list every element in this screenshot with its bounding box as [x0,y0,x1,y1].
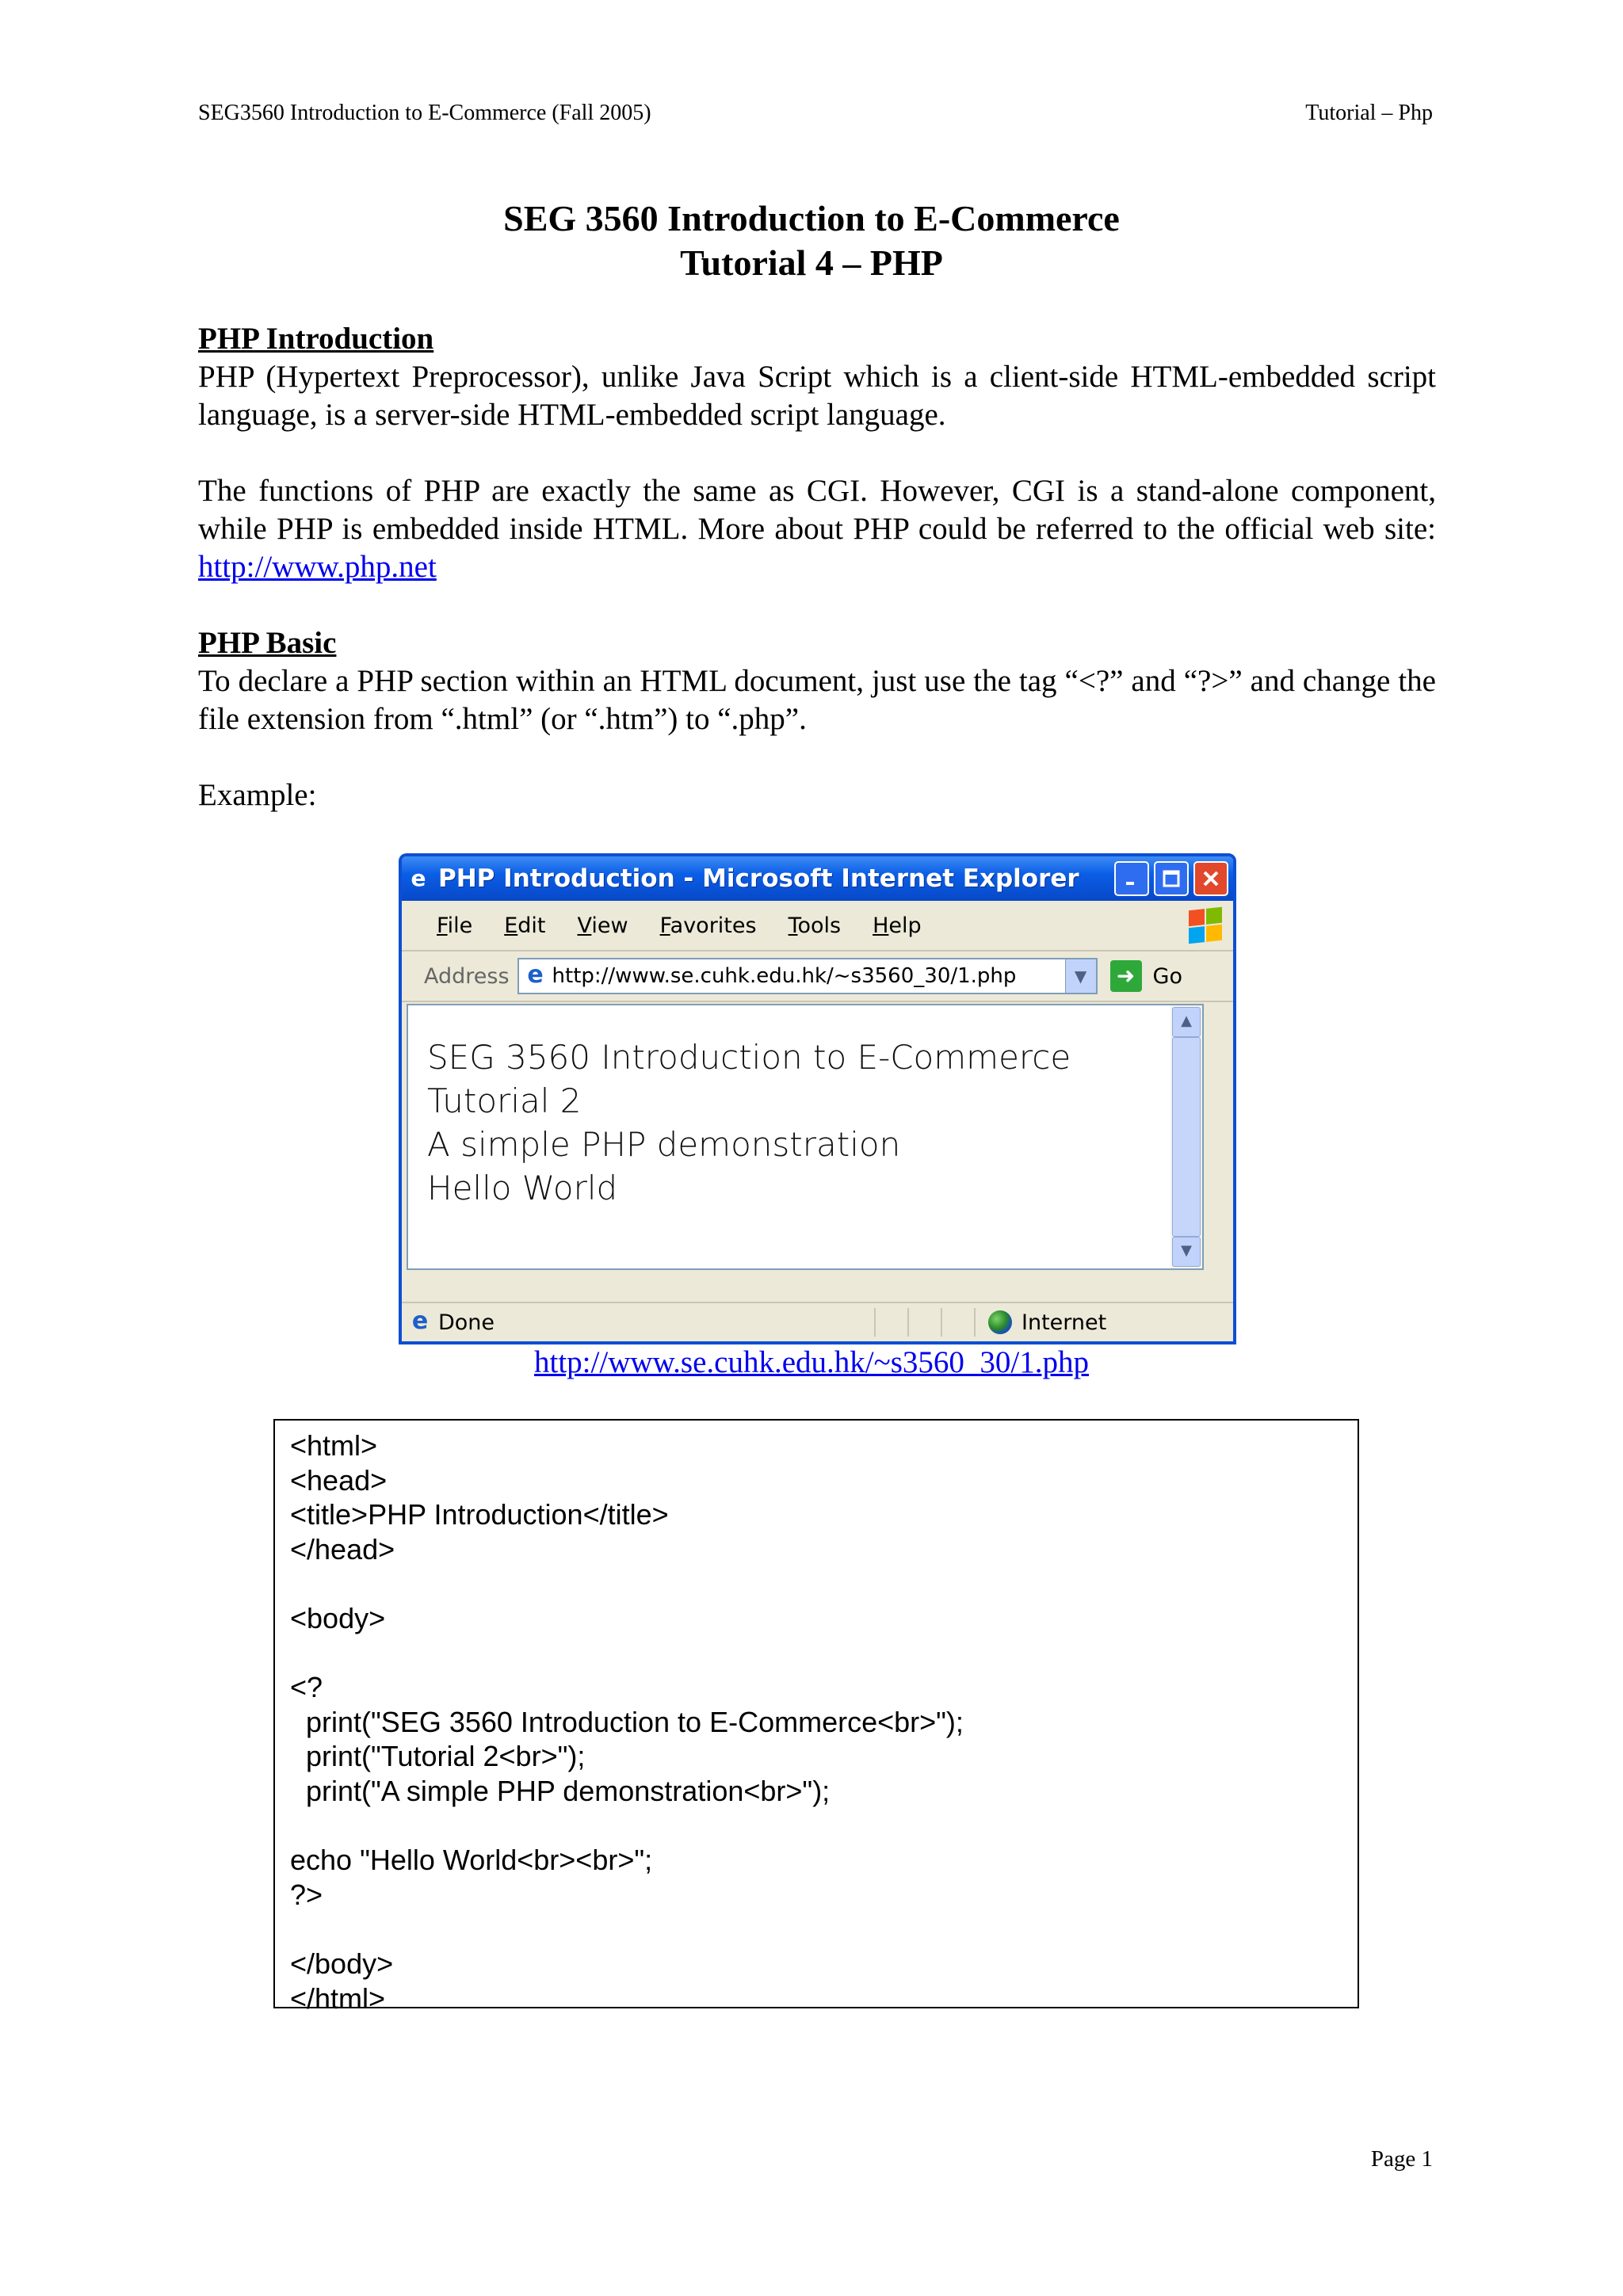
windows-flag-icon [1189,907,1222,944]
scroll-thumb[interactable] [1172,1037,1201,1237]
menu-view[interactable]: View [577,913,628,938]
code-line: print("A simple PHP demonstration<br>"); [290,1774,831,1807]
status-text: Done [438,1310,495,1335]
code-line: print("SEG 3560 Introduction to E-Commerce<br>"); [290,1705,964,1738]
screenshot-caption [0,1344,1623,1382]
menu-file[interactable]: File [437,913,473,938]
menu-help[interactable]: Help [873,913,922,938]
example-url-link[interactable]: http://www.se.cuhk.edu.hk/~s3560_30/1.php [534,1345,1089,1379]
code-line: ?> [290,1878,323,1911]
vertical-scrollbar[interactable] [1170,1005,1202,1268]
browser-menubar [402,901,1233,952]
code-line: </head> [290,1532,395,1566]
code-line [290,1912,1358,1947]
menu-tools[interactable]: Tools [788,913,842,938]
globe-icon [988,1310,1012,1334]
code-listing [273,1419,1359,2015]
header-course: SEG3560 Introduction to E-Commerce (Fall 2005) [198,101,651,125]
title-line-2: Tutorial 4 – PHP [680,242,943,283]
status-page-icon: e [411,1307,429,1335]
address-input[interactable] [517,958,1098,994]
document-title [0,196,1623,285]
menu-edit[interactable]: Edit [504,913,546,938]
browser-viewport [407,1004,1204,1270]
dropdown-arrow-icon[interactable]: ▼ [1065,959,1096,993]
go-button[interactable] [1110,960,1182,992]
browser-titlebar [402,856,1233,901]
output-line-4: Hello World [427,1169,618,1207]
ie-logo-icon: e [411,865,426,891]
heading-php-basic: PHP Basic [198,626,337,660]
output-line-3: A simple PHP demonstration [427,1125,901,1164]
output-line-2: Tutorial 2 [427,1081,582,1120]
maximize-icon[interactable] [1154,861,1189,896]
php-net-link[interactable]: http://www.php.net [198,550,437,584]
code-line: <head> [290,1463,388,1497]
code-line: <html> [290,1429,378,1462]
address-url: http://www.se.cuhk.edu.hk/~s3560_30/1.php [552,964,1017,988]
browser-window-title: PHP Introduction - Microsoft Internet Explorer [438,864,1079,893]
page-header [198,100,1433,127]
page-number: Page 1 [1370,2146,1433,2172]
code-line [290,1636,1358,1671]
page-output [427,1035,1071,1210]
browser-statusbar [402,1302,1233,1341]
menu-favorites[interactable]: Favorites [659,913,757,938]
code-line: <body> [290,1601,386,1634]
example-label: Example: [198,778,317,812]
address-label: Address [424,963,510,989]
go-arrow-icon: ➜ [1110,960,1142,992]
code-line: </html> [290,1981,386,2015]
intro-paragraph-2 [198,472,1436,586]
browser-addressbar [402,952,1233,1002]
scroll-up-icon[interactable]: ▲ [1172,1007,1201,1037]
heading-php-introduction: PHP Introduction [198,322,434,356]
code-line: <? [290,1671,323,1704]
code-line: </body> [290,1947,394,1980]
header-section: Tutorial – Php [1305,101,1433,125]
main-content [198,320,1436,814]
output-line-1: SEG 3560 Introduction to E-Commerce [427,1038,1071,1077]
go-label: Go [1152,963,1182,989]
scroll-down-icon[interactable]: ▼ [1172,1237,1201,1267]
status-zone: Internet [1022,1310,1107,1335]
code-line: print("Tutorial 2<br>"); [290,1740,586,1773]
code-line: <title>PHP Introduction</title> [290,1498,669,1531]
code-line: echo "Hello World<br><br>"; [290,1844,653,1877]
minimize-icon[interactable] [1114,861,1149,896]
intro-paragraph-1: PHP (Hypertext Preprocessor), unlike Java Script which is a client-side HTML-embedded script language, is a server-side HTML-embedded script language. [198,360,1436,432]
basic-paragraph-1: To declare a PHP section within an HTML document, just use the tag “<?” and “?>” and change the file extension from “.html” (or “.htm”) to “.php”. [198,664,1436,736]
code-line [290,1566,1358,1601]
title-line-1: SEG 3560 Introduction to E-Commerce [503,198,1120,238]
intro-paragraph-2-text: The functions of PHP are exactly the same as CGI. However, CGI is a stand-alone component, while PHP is embedded inside HTML. More about PHP could be referred to the official web site: [198,474,1436,546]
close-icon[interactable] [1193,861,1228,896]
page-icon: e [527,961,544,989]
browser-screenshot [399,853,1236,1344]
code-line [290,1809,1358,1844]
